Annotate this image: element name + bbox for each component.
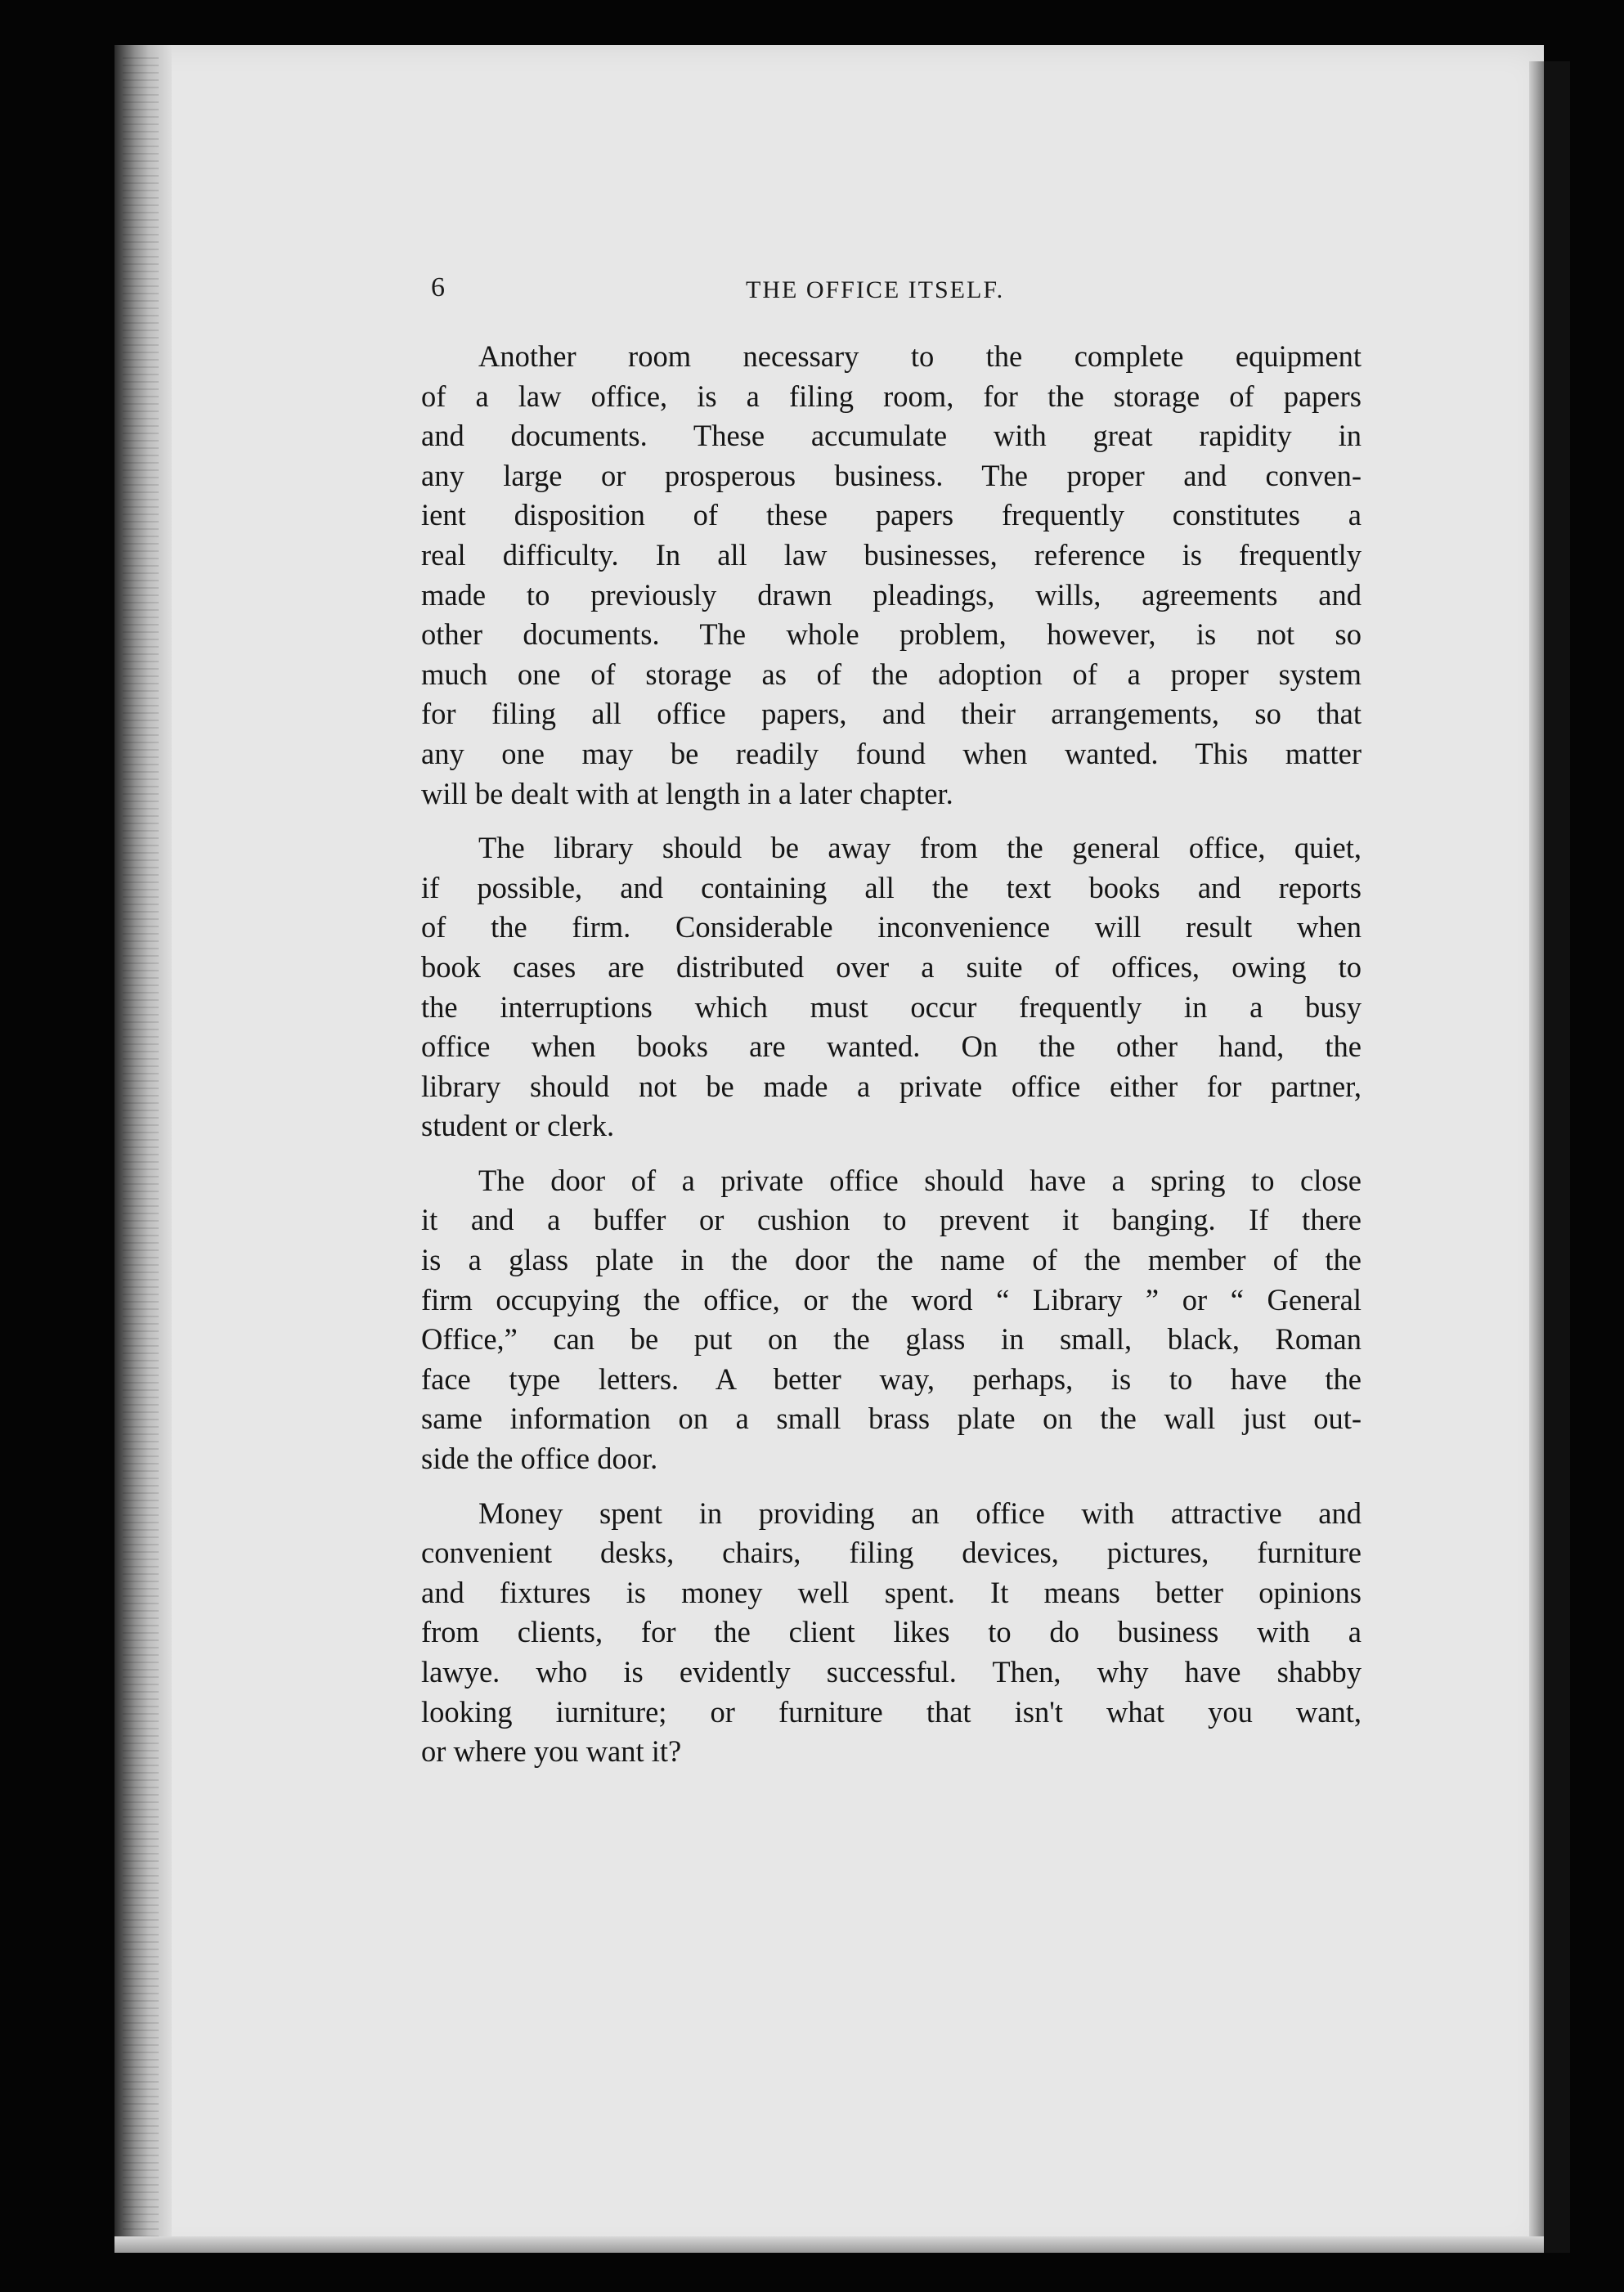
page-right-shadow bbox=[1529, 61, 1544, 2253]
text-line: and documents. These accumulate with great rapidity in bbox=[421, 419, 1362, 453]
binding-texture bbox=[123, 57, 159, 2240]
text-line: The door of a private office should have a spring to close bbox=[478, 1163, 1362, 1197]
text-line: much one of storage as of the adoption of a proper system bbox=[421, 657, 1362, 691]
paragraph-filing-room bbox=[421, 337, 1362, 814]
text-line: is a glass plate in the door the name of the member of the bbox=[421, 1243, 1362, 1277]
text-line: if possible, and containing all the text books and reports bbox=[421, 870, 1362, 904]
text-line: library should not be made a private office either for partner, bbox=[421, 1069, 1362, 1103]
paragraph-library bbox=[421, 828, 1362, 1146]
text-line: same information on a small brass plate on the wall just out- bbox=[421, 1402, 1362, 1436]
body-text bbox=[421, 337, 1362, 1787]
text-line: the interruptions which must occur frequently in a busy bbox=[421, 989, 1362, 1024]
text-line: book cases are distributed over a suite of offices, owing to bbox=[421, 949, 1362, 984]
paragraph-money-spent bbox=[421, 1494, 1362, 1772]
text-line: made to previously drawn pleadings, wills, agreements and bbox=[421, 577, 1362, 612]
page-number: 6 bbox=[431, 272, 445, 303]
text-line: The library should be away from the general office, quiet, bbox=[478, 831, 1362, 865]
text-line: Money spent in providing an office with attractive and bbox=[478, 1496, 1362, 1530]
text-line: looking iurniture; or furniture that isn't what you want, bbox=[421, 1694, 1362, 1729]
page-bottom-shadow bbox=[114, 2236, 1544, 2253]
text-line: any one may be readily found when wanted. This matter bbox=[421, 736, 1362, 770]
text-line: from clients, for the client likes to do business with a bbox=[421, 1615, 1362, 1649]
text-line: of the firm. Considerable inconvenience will result when bbox=[421, 910, 1362, 944]
running-title: THE OFFICE ITSELF. bbox=[746, 276, 1005, 303]
text-line: ient disposition of these papers frequently constitutes a bbox=[421, 498, 1362, 532]
text-line: office when books are wanted. On the other hand, the bbox=[421, 1029, 1362, 1064]
text-line: face type letters. A better way, perhaps, is to have the bbox=[421, 1361, 1362, 1396]
text-line: real difficulty. In all law businesses, reference is frequently bbox=[421, 537, 1362, 572]
text-line: Office,” can be put on the glass in small, black, Roman bbox=[421, 1322, 1362, 1357]
text-line: student or clerk. bbox=[421, 1109, 615, 1143]
text-line: it and a buffer or cushion to prevent it banging. If there bbox=[421, 1203, 1362, 1237]
text-line: for filing all office papers, and their arrangements, so that bbox=[421, 697, 1362, 731]
page-right-border bbox=[1544, 61, 1570, 2253]
text-line: other documents. The whole problem, however, is not so bbox=[421, 617, 1362, 652]
text-line: lawye. who is evidently successful. Then, why have shabby bbox=[421, 1655, 1362, 1689]
text-line: Another room necessary to the complete equipment bbox=[478, 339, 1362, 373]
text-line: side the office door. bbox=[421, 1442, 658, 1476]
text-line: convenient desks, chairs, filing devices, pictures, furniture bbox=[421, 1536, 1362, 1570]
text-line: firm occupying the office, or the word “ Library ” or “ General bbox=[421, 1282, 1362, 1316]
text-line: any large or prosperous business. The proper and conven- bbox=[421, 458, 1362, 492]
text-line: will be dealt with at length in a later chapter. bbox=[421, 776, 953, 810]
text-line: and fixtures is money well spent. It means better opinions bbox=[421, 1575, 1362, 1609]
paragraph-office-door bbox=[421, 1161, 1362, 1479]
text-line: of a law office, is a filing room, for the storage of papers bbox=[421, 379, 1362, 413]
text-line: or where you want it? bbox=[421, 1734, 682, 1769]
